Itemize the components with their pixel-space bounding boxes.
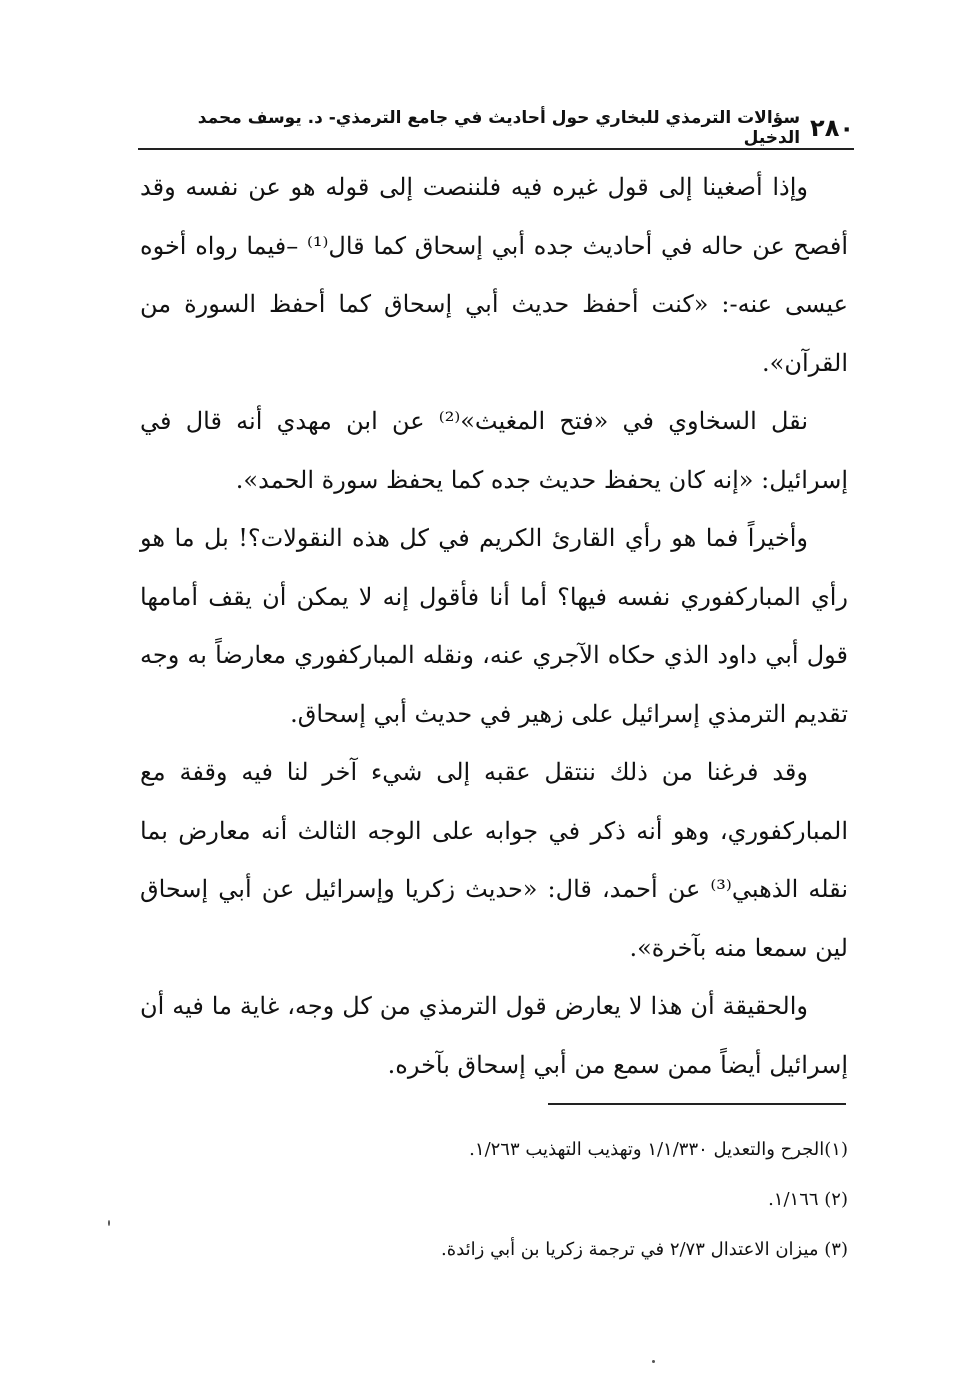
paragraph: وقد فرغنا من ذلك ننتقل عقبه إلى شيء آخر لنا فيه وقفة مع المباركفوري، وهو أنه ذكر في جوابه على الوجه الثالث أنه معارض بما نقله الذهبي⁽³⁾ عن أحمد، قال: «حديث زكريا وإسرائيل عن أبي إسحاق لين سمعا منه بآخرة». [140, 758, 849, 962]
paragraph: وأخيراً فما هو رأي القارئ الكريم في كل هذه النقولات؟! بل ما هو رأي المباركفوري نفسه فيها؟ أما أنا فأقول إنه لا يمكن أن يقف أمامها قول أبي داود الذي حكاه الآجري عنه، ونقله المباركفوري معارضاً به وجه تقديم الترمذي إسرائيل على زهير في حديث أبي إسحاق. [140, 524, 848, 728]
paragraph: نقل السخاوي في «فتح المغيث»⁽²⁾ عن ابن مهدي أنه قال في إسرائيل: «إنه كان يحفظ حديث جده كما يحفظ سورة الحمد». [140, 407, 848, 494]
footnote-separator [548, 1103, 846, 1105]
running-header [138, 110, 854, 146]
main-text [140, 158, 848, 1094]
paragraph: وإذا أصغينا إلى قول غيره فيه فلننصت إلى قوله هو عن نفسه وقد أفصح عن حاله في أحاديث جده أبي إسحاق كما قال⁽¹⁾ –فيما رواه أخوه عيسى عنه-: «كنت أحفظ حديث أبي إسحاق كما أحفظ السورة من القرآن». [140, 173, 848, 377]
page-number: ٢٨٠ [810, 114, 854, 142]
footnote: (١)الجرح والتعديل ١/١/٣٣٠ وتهذيب التهذيب ١/٢٦٣. [469, 1139, 848, 1160]
running-title: سؤالات الترمذي للبخاري حول أحاديث في جامع الترمذي- د. يوسف محمد الدخيل [197, 108, 801, 148]
scan-speck [652, 1360, 655, 1363]
paragraph: والحقيقة أن هذا لا يعارض قول الترمذي من كل وجه، غاية ما فيه أن إسرائيل أيضاً ممن سمع من أبي إسحاق بآخره. [140, 992, 848, 1079]
scan-speck [108, 1220, 110, 1226]
footnote: (٣) ميزان الاعتدال ٢/٧٣ في ترجمة زكريا بن أبي زائدة. [441, 1239, 848, 1260]
footnote: (٢) ١/١٦٦. [768, 1189, 848, 1210]
header-rule [138, 148, 854, 150]
footnotes [300, 1125, 848, 1275]
